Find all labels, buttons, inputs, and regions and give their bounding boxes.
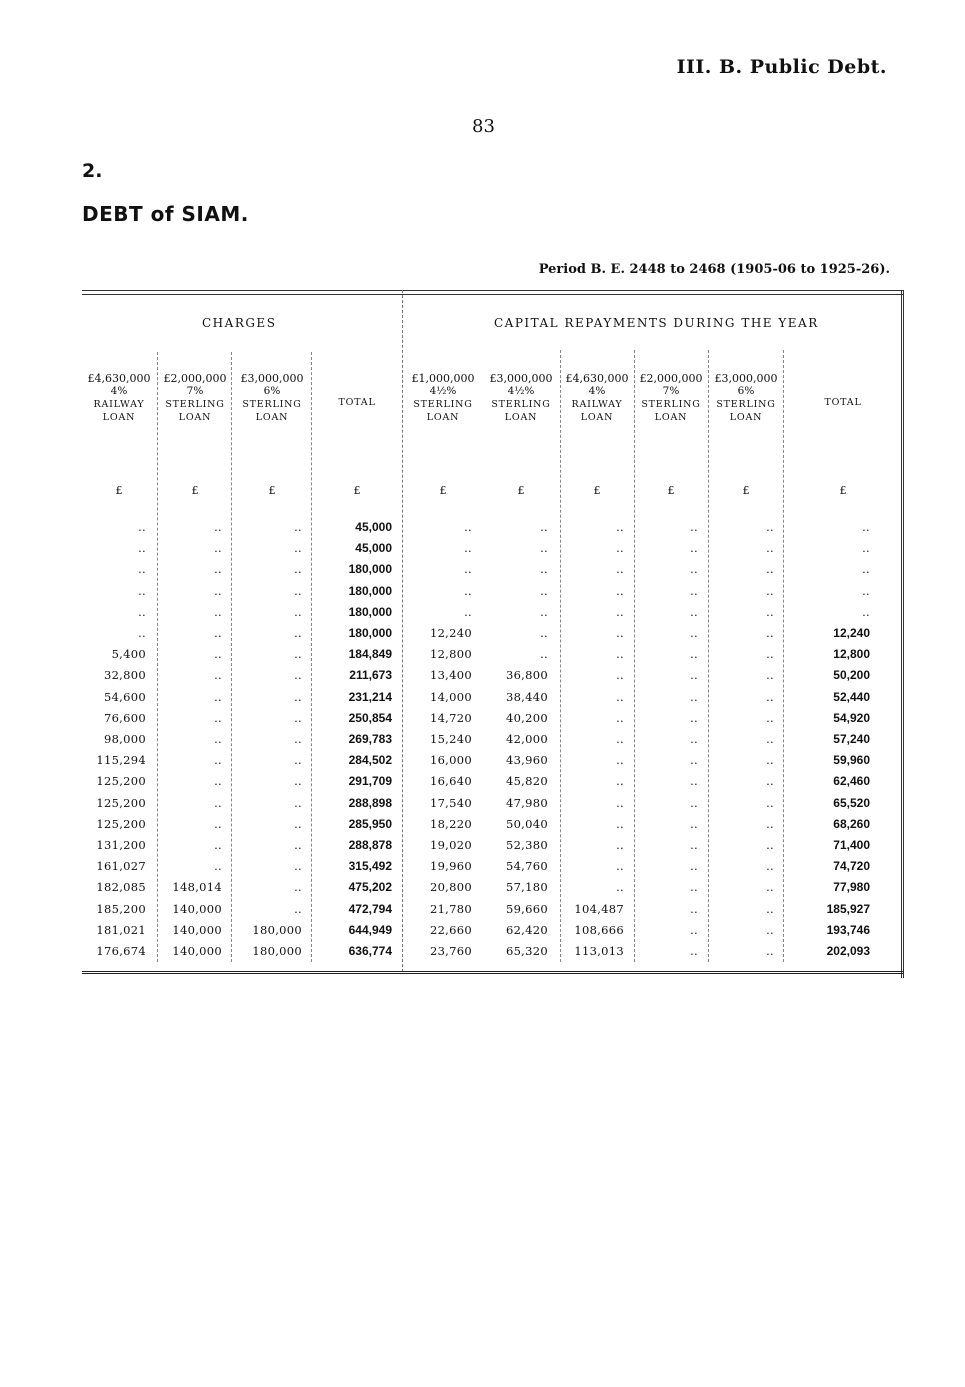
table-cell: 18,220 <box>429 816 472 831</box>
column-header-amount: £2,000,000 <box>639 372 703 385</box>
table-cell: .. <box>616 626 624 640</box>
table-cell: 113,013 <box>574 944 624 958</box>
table-row <box>82 774 904 795</box>
table-cell: 59,660 <box>505 901 548 916</box>
table-cell: .. <box>690 604 698 619</box>
table-cell: 65,320 <box>505 944 548 958</box>
table-cell: 42,000 <box>505 732 548 746</box>
table-cell: 180,000 <box>348 562 392 577</box>
table-cell: .. <box>766 562 774 577</box>
table-cell: .. <box>294 583 302 598</box>
table-cell: .. <box>294 604 302 619</box>
table-cell: 12,800 <box>833 647 870 662</box>
table-row <box>82 796 904 817</box>
column-header-8 <box>634 372 708 424</box>
table-cell: .. <box>766 880 774 895</box>
table-cell: .. <box>766 710 774 725</box>
table-cell: .. <box>766 626 774 640</box>
table-cell: .. <box>862 562 870 577</box>
column-header-kind: STERLING <box>641 399 701 410</box>
section-reference: III. B. Public Debt. <box>676 56 887 78</box>
table-cell: .. <box>616 774 624 789</box>
table-cell: 62,460 <box>833 774 870 789</box>
table-cell: 50,040 <box>505 816 548 831</box>
table-row <box>82 732 904 753</box>
table-cell: 644,949 <box>348 922 392 937</box>
table-cell: .. <box>214 689 222 704</box>
table-cell: 148,014 <box>172 880 222 895</box>
table-cell: 180,000 <box>252 922 302 937</box>
table-cell: 17,540 <box>429 795 472 810</box>
table-cell: .. <box>616 520 624 534</box>
table-cell: .. <box>766 944 774 958</box>
section-number: 2. <box>82 160 103 182</box>
table-cell: .. <box>766 647 774 662</box>
table-cell: .. <box>766 668 774 683</box>
table-cell: .. <box>294 816 302 831</box>
table-cell: 52,380 <box>505 838 548 852</box>
table-cell: .. <box>690 668 698 683</box>
column-header-kind: RAILWAY <box>93 399 145 410</box>
table-row <box>82 817 904 838</box>
table-cell: .. <box>766 901 774 916</box>
table-cell: .. <box>690 753 698 768</box>
table-cell: .. <box>294 626 302 640</box>
table-cell: .. <box>616 859 624 874</box>
table-cell: 131,200 <box>96 838 146 852</box>
table-cell: .. <box>294 859 302 874</box>
table-cell: .. <box>294 520 302 534</box>
table-cell: .. <box>616 562 624 577</box>
column-header-rate: 7% <box>662 385 680 397</box>
column-header-label: LOAN <box>654 412 688 423</box>
table-cell: .. <box>690 795 698 810</box>
table-cell: 13,400 <box>429 668 472 683</box>
table-cell: 250,854 <box>348 710 392 725</box>
column-header-kind: STERLING <box>413 399 473 410</box>
debt-table <box>82 290 904 978</box>
column-header-rate: 4½% <box>429 385 457 397</box>
table-cell: .. <box>138 562 146 577</box>
table-cell: 12,240 <box>429 626 472 640</box>
column-header-rate: 6% <box>263 385 281 397</box>
unit-symbol: £ <box>353 484 361 497</box>
column-header-amount: £1,000,000 <box>411 372 475 385</box>
table-cell: 161,027 <box>96 859 146 874</box>
table-cell: 12,240 <box>833 626 870 640</box>
table-cell: .. <box>690 944 698 958</box>
table-cell: .. <box>294 753 302 768</box>
table-cell: 115,294 <box>96 753 146 768</box>
table-cell: 140,000 <box>172 944 222 958</box>
unit-symbol: £ <box>742 484 750 497</box>
column-header-kind: STERLING <box>491 399 551 410</box>
table-row <box>82 880 904 901</box>
table-cell: 45,000 <box>355 520 392 534</box>
column-header-label: LOAN <box>504 412 538 423</box>
table-row <box>82 859 904 880</box>
table-cell: 104,487 <box>574 901 624 916</box>
table-cell: 57,240 <box>833 732 870 746</box>
column-header-rate: 4% <box>110 385 128 397</box>
column-header-amount: £2,000,000 <box>163 372 227 385</box>
table-cell: 288,898 <box>348 795 392 810</box>
table-cell: 284,502 <box>348 753 392 768</box>
table-cell: .. <box>294 795 302 810</box>
table-cell: .. <box>294 689 302 704</box>
table-cell: 57,180 <box>505 880 548 895</box>
table-cell: .. <box>766 816 774 831</box>
table-cell: 74,720 <box>833 859 870 874</box>
unit-symbol: £ <box>593 484 601 497</box>
table-cell: 636,774 <box>348 944 392 958</box>
table-cell: .. <box>214 732 222 746</box>
table-cell: 54,760 <box>505 859 548 874</box>
table-cell: 285,950 <box>348 816 392 831</box>
column-header-amount: £4,630,000 <box>565 372 629 385</box>
table-cell: .. <box>214 668 222 683</box>
table-cell: .. <box>138 626 146 640</box>
table-cell: .. <box>766 583 774 598</box>
table-cell: .. <box>138 583 146 598</box>
table-cell: 77,980 <box>833 880 870 895</box>
table-cell: 193,746 <box>826 922 870 937</box>
table-cell: 269,783 <box>348 732 392 746</box>
table-row <box>82 562 904 583</box>
table-row <box>82 584 904 605</box>
unit-symbol: £ <box>517 484 525 497</box>
table-cell: 21,780 <box>429 901 472 916</box>
table-cell: .. <box>616 541 624 556</box>
column-header-label: LOAN <box>426 412 460 423</box>
table-cell: 231,214 <box>348 689 392 704</box>
table-cell: .. <box>138 604 146 619</box>
table-cell: 14,000 <box>429 689 472 704</box>
table-cell: .. <box>214 541 222 556</box>
table-cell: 180,000 <box>252 944 302 958</box>
table-row <box>82 668 904 689</box>
column-header-rate: 4% <box>588 385 606 397</box>
table-cell: 180,000 <box>348 626 392 640</box>
table-cell: .. <box>766 859 774 874</box>
column-header-label: LOAN <box>102 412 136 423</box>
column-header-5 <box>404 372 482 424</box>
column-header-label: TOTAL <box>824 397 862 408</box>
table-cell: 45,820 <box>505 774 548 789</box>
table-cell: .. <box>766 732 774 746</box>
table-cell: .. <box>294 774 302 789</box>
table-cell: .. <box>690 626 698 640</box>
table-cell: .. <box>214 604 222 619</box>
table-cell: .. <box>214 626 222 640</box>
column-header-label: LOAN <box>729 412 763 423</box>
table-cell: 14,720 <box>429 710 472 725</box>
column-header-kind: RAILWAY <box>571 399 623 410</box>
column-header-rate: 6% <box>737 385 755 397</box>
column-header-10 <box>784 396 902 409</box>
table-cell: 40,200 <box>505 710 548 725</box>
table-cell: .. <box>766 753 774 768</box>
table-cell: .. <box>690 880 698 895</box>
table-cell: .. <box>294 541 302 556</box>
column-header-rate: 4½% <box>507 385 535 397</box>
table-cell: .. <box>616 710 624 725</box>
unit-symbol: £ <box>191 484 199 497</box>
table-cell: .. <box>464 562 472 577</box>
table-cell: .. <box>540 562 548 577</box>
table-cell: .. <box>294 880 302 895</box>
table-row <box>82 541 904 562</box>
column-header-amount: £3,000,000 <box>240 372 304 385</box>
table-row <box>82 647 904 668</box>
column-header-3 <box>232 372 312 424</box>
table-cell: 472,794 <box>348 901 392 916</box>
table-row <box>82 626 904 647</box>
table-cell: 43,960 <box>505 753 548 768</box>
table-cell: .. <box>540 626 548 640</box>
table-cell: 185,200 <box>96 901 146 916</box>
table-cell: 185,927 <box>826 901 870 916</box>
table-cell: .. <box>214 710 222 725</box>
table-cell: .. <box>690 838 698 852</box>
table-cell: 59,960 <box>833 753 870 768</box>
table-cell: 182,085 <box>96 880 146 895</box>
table-cell: 76,600 <box>103 710 146 725</box>
table-cell: 19,020 <box>429 838 472 852</box>
table-cell: 291,709 <box>348 774 392 789</box>
table-cell: 32,800 <box>103 668 146 683</box>
table-cell: .. <box>766 922 774 937</box>
table-cell: .. <box>214 838 222 852</box>
table-cell: 36,800 <box>505 668 548 683</box>
table-cell: .. <box>862 604 870 619</box>
table-cell: .. <box>214 753 222 768</box>
table-cell: 54,920 <box>833 710 870 725</box>
table-cell: .. <box>616 753 624 768</box>
table-cell: 52,440 <box>833 689 870 704</box>
table-cell: .. <box>540 604 548 619</box>
table-cell: .. <box>214 583 222 598</box>
unit-symbol: £ <box>268 484 276 497</box>
column-header-7 <box>560 372 634 424</box>
table-cell: .. <box>690 583 698 598</box>
table-cell: .. <box>690 520 698 534</box>
table-cell: .. <box>540 647 548 662</box>
table-cell: .. <box>294 647 302 662</box>
table-cell: 68,260 <box>833 816 870 831</box>
table-cell: 45,000 <box>355 541 392 556</box>
table-cell: .. <box>616 604 624 619</box>
table-cell: .. <box>464 583 472 598</box>
table-cell: .. <box>294 901 302 916</box>
table-cell: .. <box>540 583 548 598</box>
table-row <box>82 838 904 859</box>
table-cell: .. <box>690 710 698 725</box>
table-row <box>82 902 904 923</box>
column-header-kind: STERLING <box>716 399 776 410</box>
column-header-amount: £4,630,000 <box>87 372 151 385</box>
table-cell: .. <box>616 583 624 598</box>
table-cell: 125,200 <box>96 795 146 810</box>
table-cell: 19,960 <box>429 859 472 874</box>
table-cell: 23,760 <box>429 944 472 958</box>
column-header-label: LOAN <box>178 412 212 423</box>
table-cell: 38,440 <box>505 689 548 704</box>
column-header-6 <box>484 372 558 424</box>
period-caption: Period B. E. 2448 to 2468 (1905-06 to 1925-26). <box>538 262 890 277</box>
group-heading-charges: CHARGES <box>202 316 277 330</box>
group-heading-capital-repayments: CAPITAL REPAYMENTS DURING THE YEAR <box>494 316 819 330</box>
table-cell: 125,200 <box>96 774 146 789</box>
column-header-amount: £3,000,000 <box>714 372 778 385</box>
table-cell: .. <box>616 732 624 746</box>
table-cell: .. <box>690 901 698 916</box>
table-cell: 98,000 <box>103 732 146 746</box>
page-number: 83 <box>472 116 495 137</box>
table-cell: .. <box>766 774 774 789</box>
unit-symbol: £ <box>115 484 123 497</box>
table-cell: .. <box>464 520 472 534</box>
unit-symbol: £ <box>667 484 675 497</box>
table-cell: 12,800 <box>429 647 472 662</box>
table-cell: .. <box>214 562 222 577</box>
table-cell: .. <box>294 710 302 725</box>
column-header-label: LOAN <box>255 412 289 423</box>
table-cell: 475,202 <box>348 880 392 895</box>
table-cell: .. <box>862 583 870 598</box>
unit-symbol: £ <box>839 484 847 497</box>
table-row <box>82 605 904 626</box>
table-cell: .. <box>214 859 222 874</box>
column-header-9 <box>708 372 784 424</box>
table-cell: 176,674 <box>96 944 146 958</box>
table-cell: .. <box>540 541 548 556</box>
table-row <box>82 923 904 944</box>
table-cell: 140,000 <box>172 901 222 916</box>
table-cell: 16,640 <box>429 774 472 789</box>
table-cell: .. <box>766 795 774 810</box>
table-top-rule-inner <box>82 294 904 295</box>
unit-symbol: £ <box>439 484 447 497</box>
table-cell: .. <box>766 689 774 704</box>
table-cell: .. <box>766 520 774 534</box>
table-cell: .. <box>690 922 698 937</box>
table-cell: 47,980 <box>505 795 548 810</box>
table-cell: 20,800 <box>429 880 472 895</box>
table-row <box>82 944 904 965</box>
table-cell: .. <box>214 647 222 662</box>
table-cell: .. <box>214 816 222 831</box>
table-row <box>82 711 904 732</box>
column-header-label: LOAN <box>580 412 614 423</box>
table-cell: .. <box>862 541 870 556</box>
table-cell: .. <box>464 604 472 619</box>
table-cell: .. <box>690 562 698 577</box>
table-cell: .. <box>540 520 548 534</box>
table-cell: .. <box>214 774 222 789</box>
table-cell: .. <box>294 732 302 746</box>
column-header-kind: STERLING <box>242 399 302 410</box>
table-cell: 211,673 <box>349 668 392 683</box>
table-cell: .. <box>766 838 774 852</box>
table-cell: 315,492 <box>348 859 392 874</box>
unit-row <box>82 484 904 502</box>
column-header-4 <box>312 396 402 409</box>
table-row <box>82 690 904 711</box>
table-cell: .. <box>690 647 698 662</box>
table-cell: 108,666 <box>574 922 624 937</box>
table-cell: .. <box>464 541 472 556</box>
table-row <box>82 520 904 541</box>
table-cell: .. <box>690 816 698 831</box>
table-cell: .. <box>616 668 624 683</box>
table-cell: .. <box>616 647 624 662</box>
table-cell: 65,520 <box>833 795 870 810</box>
table-cell: .. <box>214 520 222 534</box>
table-bottom-rule <box>82 971 904 978</box>
table-cell: .. <box>138 541 146 556</box>
table-cell: .. <box>616 880 624 895</box>
table-cell: .. <box>690 732 698 746</box>
column-header-kind: STERLING <box>165 399 225 410</box>
column-header-rate: 7% <box>186 385 204 397</box>
table-cell: 202,093 <box>826 944 870 958</box>
table-row <box>82 753 904 774</box>
column-header-1 <box>82 372 156 424</box>
table-cell: 62,420 <box>505 922 548 937</box>
table-cell: 15,240 <box>429 732 472 746</box>
table-cell: .. <box>294 838 302 852</box>
table-cell: .. <box>690 541 698 556</box>
table-cell: 181,021 <box>96 922 146 937</box>
table-cell: .. <box>616 689 624 704</box>
table-cell: .. <box>690 689 698 704</box>
table-cell: 16,000 <box>429 753 472 768</box>
table-cell: .. <box>294 668 302 683</box>
table-cell: 71,400 <box>833 838 870 852</box>
table-cell: .. <box>294 562 302 577</box>
table-cell: .. <box>690 774 698 789</box>
table-cell: 125,200 <box>96 816 146 831</box>
table-cell: 180,000 <box>348 583 392 598</box>
column-header-label: TOTAL <box>338 397 376 408</box>
table-cell: .. <box>766 604 774 619</box>
table-cell: 22,660 <box>429 922 472 937</box>
column-header-amount: £3,000,000 <box>489 372 553 385</box>
table-cell: 288,878 <box>348 838 392 852</box>
table-top-rule <box>82 290 904 291</box>
table-cell: 140,000 <box>172 922 222 937</box>
table-cell: .. <box>616 816 624 831</box>
table-cell: .. <box>690 859 698 874</box>
column-header-2 <box>158 372 232 424</box>
document-title: DEBT of SIAM. <box>82 202 249 226</box>
table-cell: 5,400 <box>111 647 146 662</box>
table-cell: .. <box>766 541 774 556</box>
table-cell: .. <box>138 520 146 534</box>
table-cell: .. <box>616 795 624 810</box>
table-cell: 184,849 <box>348 647 392 662</box>
table-cell: 50,200 <box>833 668 870 683</box>
table-cell: .. <box>214 795 222 810</box>
table-cell: 180,000 <box>348 604 392 619</box>
table-cell: .. <box>616 838 624 852</box>
table-cell: .. <box>862 520 870 534</box>
table-cell: 54,600 <box>103 689 146 704</box>
